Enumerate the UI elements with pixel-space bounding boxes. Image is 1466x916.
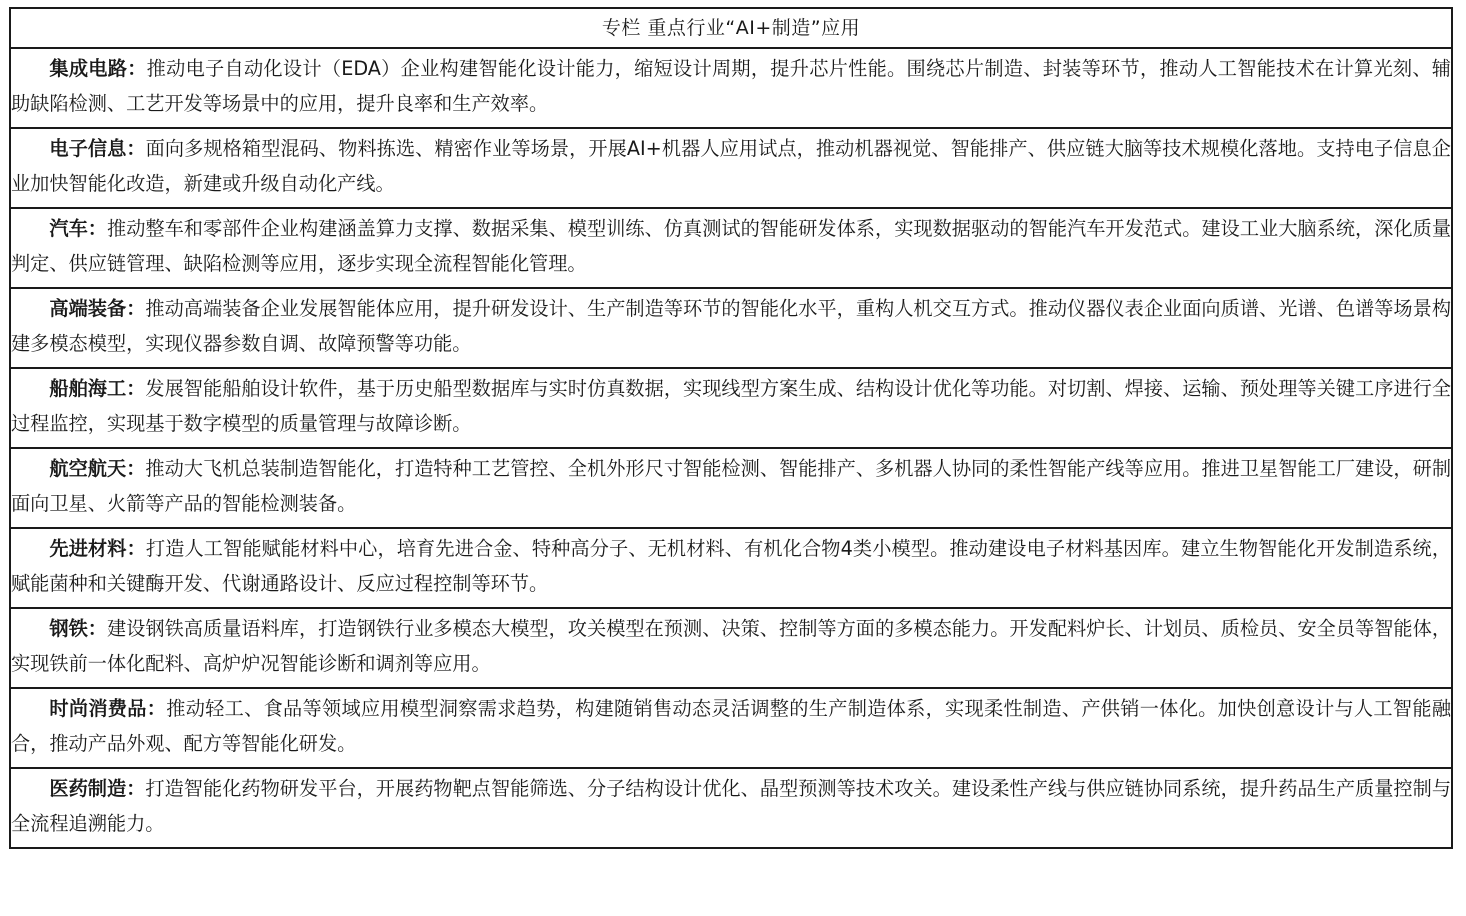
industry-paragraph: [11, 209, 1451, 281]
industry-heading: 汽车：: [49, 217, 107, 240]
industry-text: 推动轻工、食品等领域应用模型洞察需求趋势，构建随销售动态灵活调整的生产制造体系，实现柔性制造、产供销一体化。加快创意设计与人工智能融合，推动产品外观、配方等智能化研发。: [11, 697, 1452, 755]
industry-heading: 医药制造：: [49, 777, 146, 800]
title-row: [10, 8, 1452, 48]
industry-row: [10, 448, 1452, 528]
industry-row: [10, 528, 1452, 608]
industry-heading: 先进材料：: [49, 537, 146, 560]
industry-paragraph: [11, 609, 1451, 681]
industry-row: [10, 208, 1452, 288]
industry-text: 推动大飞机总装制造智能化，打造特种工艺管控、全机外形尺寸智能检测、智能排产、多机器人协同的柔性智能产线等应用。推进卫星智能工厂建设，研制面向卫星、火箭等产品的智能检测装备。: [11, 457, 1452, 515]
industry-paragraph: [11, 529, 1451, 601]
industry-text: 推动电子自动化设计（EDA）企业构建智能化设计能力，缩短设计周期，提升芯片性能。围绕芯片制造、封装等环节，推动人工智能技术在计算光刻、辅助缺陷检测、工艺开发等场景中的应用，提升良率和生产效率。: [11, 57, 1451, 115]
industry-text: 推动高端装备企业发展智能体应用，提升研发设计、生产制造等环节的智能化水平，重构人机交互方式。推动仪器仪表企业面向质谱、光谱、色谱等场景构建多模态模型，实现仪器参数自调、故障预警等功能。: [11, 297, 1452, 355]
industry-text: 打造人工智能赋能材料中心，培育先进合金、特种高分子、无机材料、有机化合物4类小模型。推动建设电子材料基因库。建立生物智能化开发制造系统，赋能菌种和关键酶开发、代谢通路设计、反应过程控制等环节。: [11, 537, 1452, 595]
industry-row: [10, 48, 1452, 128]
industry-paragraph: [11, 129, 1451, 201]
industry-heading: 时尚消费品：: [49, 697, 167, 720]
industry-text: 发展智能船舶设计软件，基于历史船型数据库与实时仿真数据，实现线型方案生成、结构设计优化等功能。对切割、焊接、运输、预处理等关键工序进行全过程监控，实现基于数字模型的质量管理与故障诊断。: [11, 377, 1452, 435]
industry-paragraph: [11, 769, 1451, 841]
industry-row: [10, 128, 1452, 208]
industry-paragraph: [11, 289, 1451, 361]
industry-heading: 集成电路：: [49, 57, 147, 80]
industry-row: [10, 368, 1452, 448]
industry-paragraph: [11, 449, 1451, 521]
industry-text: 建设钢铁高质量语料库，打造钢铁行业多模态大模型，攻关模型在预测、决策、控制等方面的多模态能力。开发配料炉长、计划员、质检员、安全员等智能体，实现铁前一体化配料、高炉炉况智能诊断和调剂等应用。: [11, 617, 1452, 675]
industry-row: [10, 768, 1452, 848]
industry-heading: 电子信息：: [49, 137, 146, 160]
industry-paragraph: [11, 689, 1451, 761]
industry-heading: 高端装备：: [49, 297, 146, 320]
industry-paragraph: [11, 49, 1451, 121]
industry-heading: 钢铁：: [49, 617, 107, 640]
industry-paragraph: [11, 369, 1451, 441]
industry-row: [10, 688, 1452, 768]
industry-row: [10, 288, 1452, 368]
industry-row: [10, 608, 1452, 688]
feature-box-table: [9, 7, 1453, 849]
industry-heading: 航空航天：: [49, 457, 146, 480]
industry-text: 打造智能化药物研发平台，开展药物靶点智能筛选、分子结构设计优化、晶型预测等技术攻关。建设柔性产线与供应链协同系统，提升药品生产质量控制与全流程追溯能力。: [11, 777, 1452, 835]
industry-text: 推动整车和零部件企业构建涵盖算力支撑、数据采集、模型训练、仿真测试的智能研发体系，实现数据驱动的智能汽车开发范式。建设工业大脑系统，深化质量判定、供应链管理、缺陷检测等应用，逐步实现全流程智能化管理。: [11, 217, 1452, 275]
industry-heading: 船舶海工：: [49, 377, 146, 400]
box-title: 专栏 重点行业“AI+制造”应用: [10, 8, 1452, 48]
industry-text: 面向多规格箱型混码、物料拣选、精密作业等场景，开展AI+机器人应用试点，推动机器视觉、智能排产、供应链大脑等技术规模化落地。支持电子信息企业加快智能化改造，新建或升级自动化产线。: [11, 137, 1451, 195]
